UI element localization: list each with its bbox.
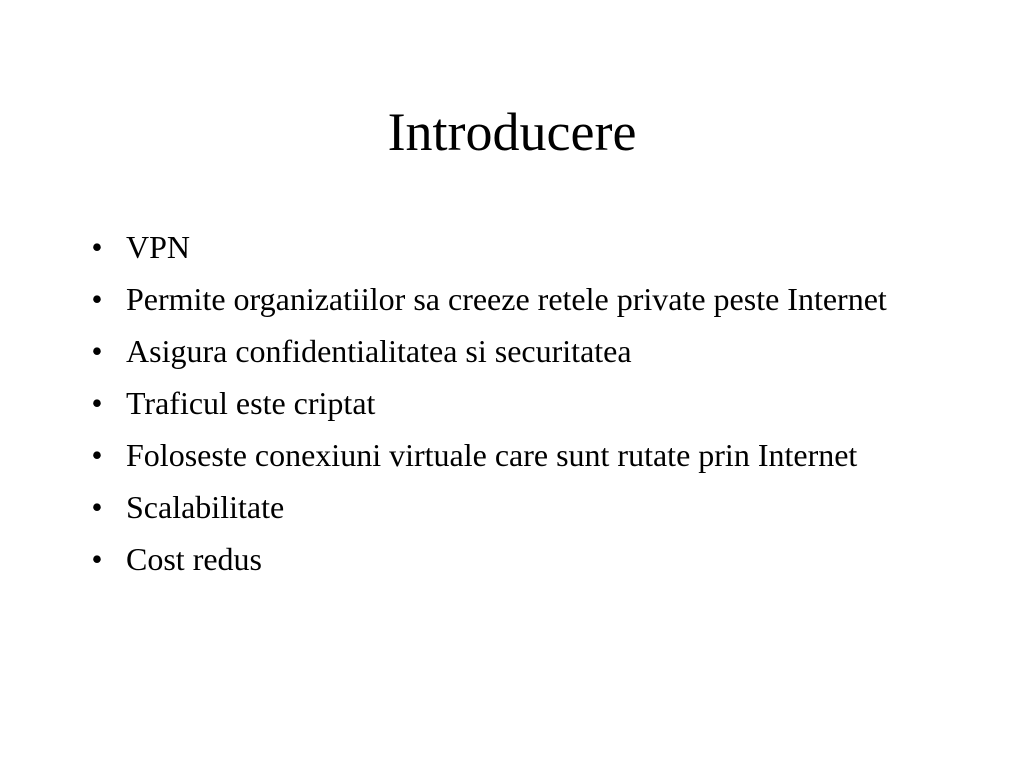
bullet-text: Asigura confidentialitatea si securitatea — [126, 333, 632, 369]
bullet-text: Traficul este criptat — [126, 385, 376, 421]
bullet-item — [84, 538, 914, 580]
bullet-list — [84, 226, 914, 590]
bullet-point-icon: • — [91, 333, 103, 369]
bullet-point-icon: • — [91, 437, 103, 473]
bullet-text: Foloseste conexiuni virtuale care sunt rutate prin Internet — [126, 437, 858, 473]
slide-title: Introducere — [387, 102, 637, 162]
bullet-item — [84, 382, 914, 424]
bullet-point-icon: • — [91, 541, 103, 577]
bullet-text: Permite organizatiilor sa creeze retele private peste Internet — [126, 281, 887, 317]
bullet-point-icon: • — [91, 229, 103, 265]
bullet-item — [84, 330, 914, 372]
bullet-point-icon: • — [91, 281, 103, 317]
bullet-item — [84, 434, 914, 476]
bullet-text: Scalabilitate — [126, 489, 285, 525]
bullet-point-icon: • — [91, 385, 103, 421]
bullet-item — [84, 226, 914, 268]
bullet-item — [84, 278, 914, 320]
bullet-text: Cost redus — [126, 541, 262, 577]
bullet-text: VPN — [126, 229, 191, 265]
bullet-point-icon: • — [91, 489, 103, 525]
bullet-item — [84, 486, 914, 528]
